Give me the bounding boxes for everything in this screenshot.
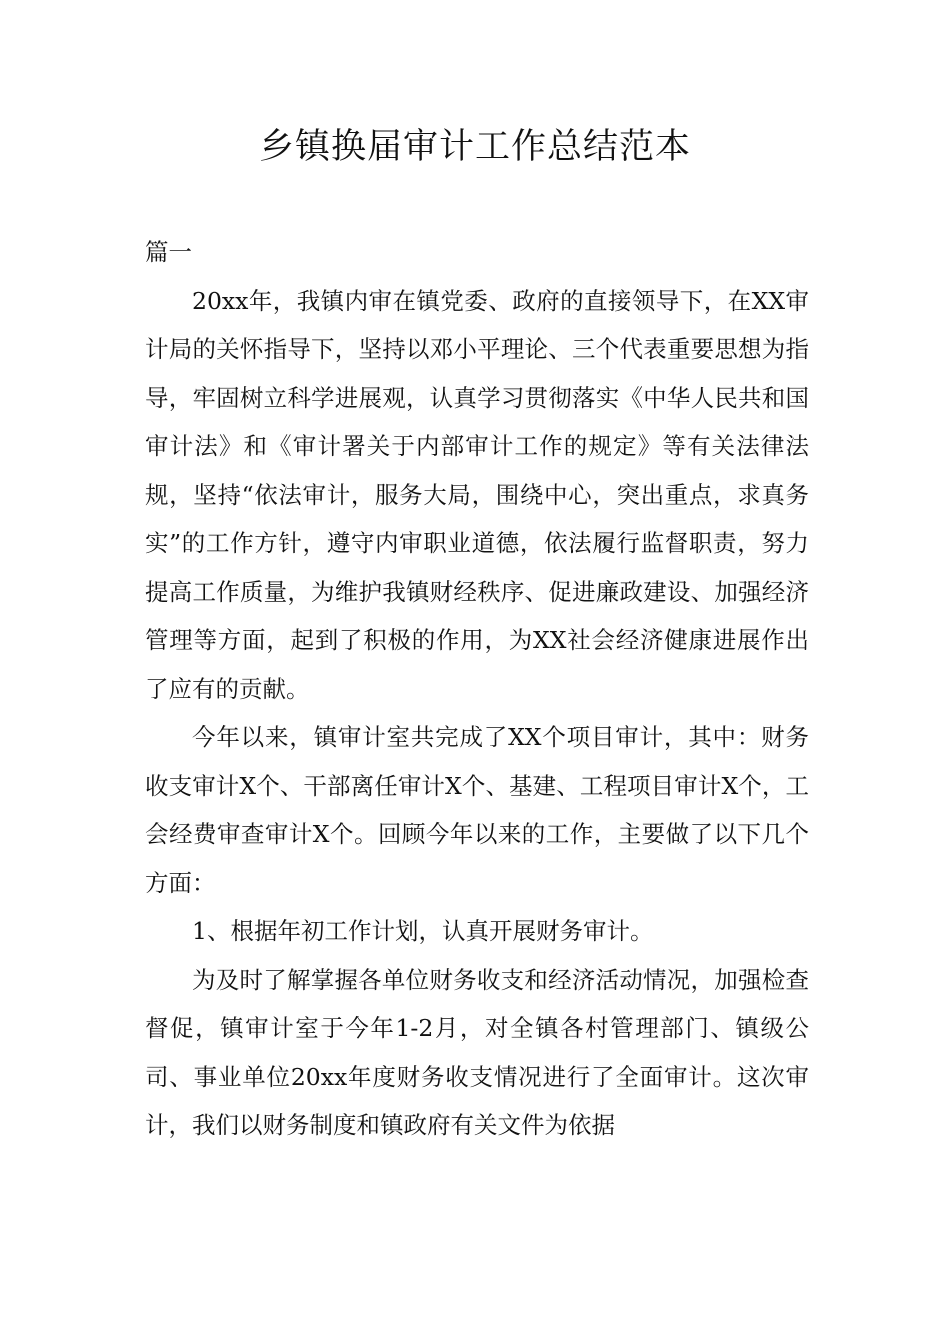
document-title: 乡镇换届审计工作总结范本 bbox=[258, 127, 691, 167]
paragraph-2: 今年以来，镇审计室共完成了XX个项目审计，其中：财务收支审计X个、干部离任审计X个、基建、工程项目审计X个，工会经费审查审计X个。回顾今年以来的工作，主要做了以下几个方面： bbox=[145, 723, 809, 897]
section-label: 篇一 bbox=[145, 238, 192, 266]
paragraph-3-heading: 1、根据年初工作计划，认真开展财务审计。 bbox=[192, 917, 654, 945]
paragraph-1: 20xx年，我镇内审在镇党委、政府的直接领导下，在XX审计局的关怀指导下，坚持以邓小平理论、三个代表重要思想为指导，牢固树立科学进展观，认真学习贯彻落实《中华人民共和国审计法》和《审计署关于内部审计工作的规定》等有关法律法规，坚持“依法审计，服务大局，围绕中心，突出重点，求真务实”的工作方针，遵守内审职业道德，依法履行监督职责，努力提高工作质量，为维护我镇财经秩序、促进廉政建设、加强经济管理等方面，起到了积极的作用，为XX社会经济健康进展作出了应有的贡献。 bbox=[145, 286, 809, 703]
paragraph-4: 为及时了解掌握各单位财务收支和经济活动情况，加强检查督促，镇审计室于今年1-2月，对全镇各村管理部门、镇级公司、事业单位20xx年度财务收支情况进行了全面审计。这次审计，我们以财务制度和镇政府有关文件为依据 bbox=[145, 965, 809, 1139]
document-body bbox=[145, 228, 809, 1150]
